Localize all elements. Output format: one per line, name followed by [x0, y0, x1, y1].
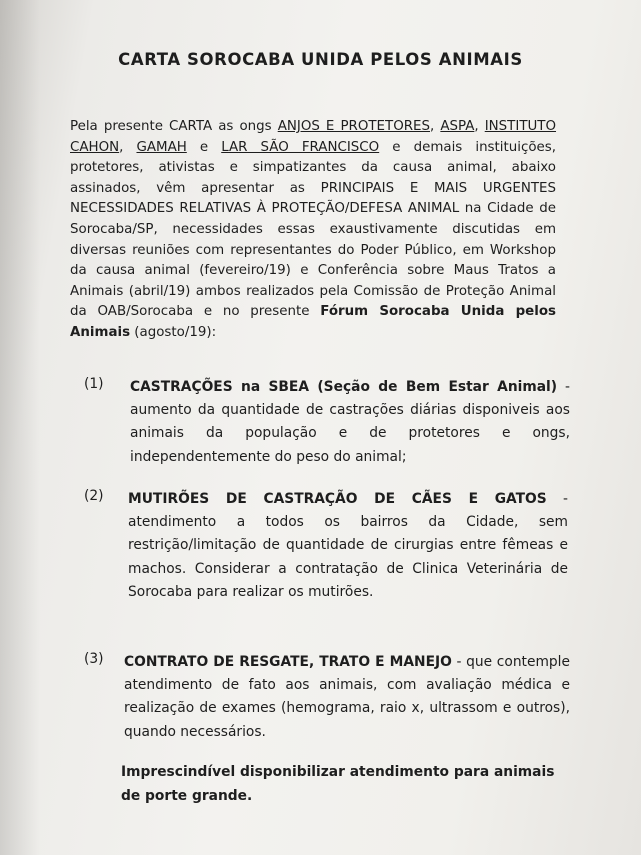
- intro-text-1: Pela presente CARTA as ongs: [70, 119, 278, 134]
- intro-separator: ,: [430, 119, 441, 134]
- intro-separator: ,: [119, 139, 137, 155]
- ong-anjos-e-protetores: ANJOS E PROTETORES: [277, 119, 431, 134]
- item-body: [128, 488, 568, 604]
- note-text: Imprescindível disponibilizar atendimento para animais de porte grande.: [121, 764, 555, 804]
- item-number: (3): [84, 651, 104, 667]
- item-number: (2): [84, 488, 104, 504]
- item-body: [124, 651, 570, 744]
- item-number: (1): [84, 376, 104, 392]
- item-text: - que contemple atendimento de fato aos animais, com avaliação médica e realização de exames (hemograma, raio x, ultrassom e outros), quando necessários.: [124, 654, 570, 740]
- intro-text-3: (agosto/19):: [130, 324, 217, 340]
- ong-gamah: GAMAH: [136, 139, 187, 155]
- ong-lar-sao-francisco: LAR SÃO FRANCISCO: [221, 139, 380, 155]
- item-heading: CONTRATO DE RESGATE, TRATO E MANEJO: [124, 654, 452, 670]
- item-text: - aumento da quantidade de castrações diárias disponiveis aos animais da população e de protetores e ongs, independentemente do peso do animal;: [130, 379, 570, 465]
- intro-paragraph: [70, 117, 556, 344]
- intro-text-2: e demais instituições, protetores, ativistas e simpatizantes da causa animal, abaixo assinados, vêm apresentar as PRINCIPAIS E MAIS URGENTES NECESSIDADES RELATIVAS À PROTEÇÃO/DEFESA ANIMAL na Cidade de Sorocaba/SP, necessidades essas exaustivamente discutidas em diversas reuniões com representantes do Poder Público, em Workshop da causa animal (fevereiro/19) e Conferência sobre Maus Tratos a Animais (abril/19) ambos realizados pela Comissão de Proteção Animal da OAB/Sorocaba e no presente: [70, 139, 556, 320]
- item-text: - atendimento a todos os bairros da Cidade, sem restrição/limitação de quantidade de cirurgias entre fêmeas e machos. Considerar a contratação de Clinica Veterinária de Sorocaba para realizar os mutirões.: [128, 491, 568, 600]
- item-heading: MUTIRÕES DE CASTRAÇÃO DE CÃES E GATOS: [128, 491, 547, 507]
- document-title: CARTA SOROCABA UNIDA PELOS ANIMAIS: [118, 50, 523, 69]
- forum-name: Fórum Sorocaba Unida pelos Animais: [70, 304, 556, 340]
- intro-separator: e: [186, 139, 222, 155]
- item-body: [130, 376, 570, 469]
- item-heading: CASTRAÇÕES na SBEA (Seção de Bem Estar Animal): [130, 379, 558, 395]
- intro-separator: ,: [474, 119, 485, 134]
- ong-aspa: ASPA: [440, 119, 475, 134]
- ong-instituto-cahon: INSTITUTO CAHON: [70, 119, 557, 155]
- page-shadow: [0, 0, 40, 855]
